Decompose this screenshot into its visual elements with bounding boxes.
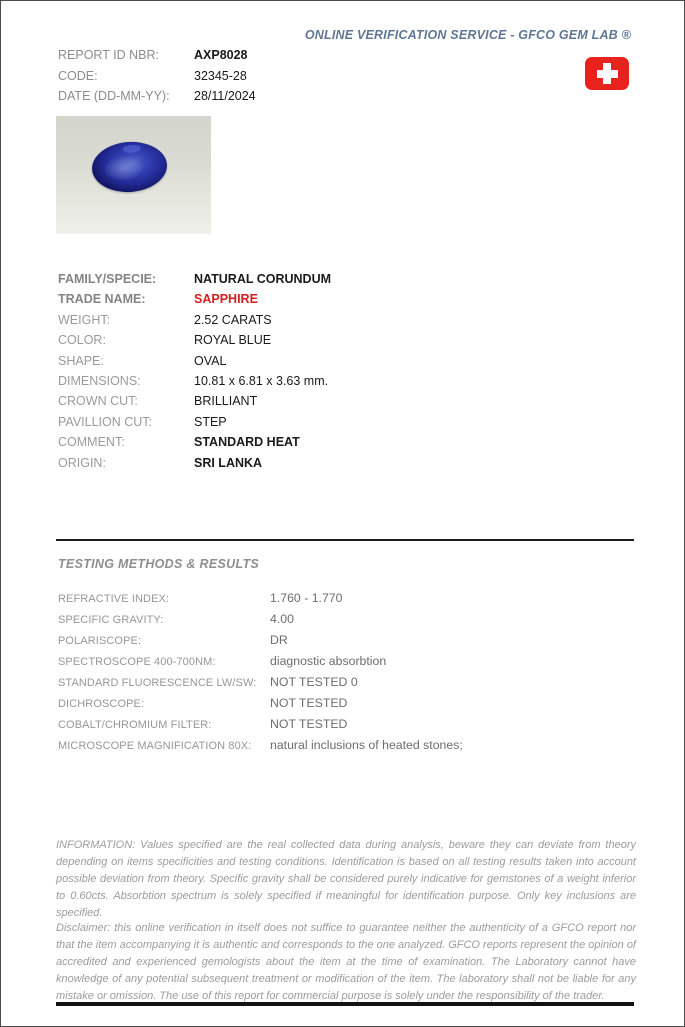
crown-cut-row [58,391,331,411]
color-label: COLOR: [58,333,106,348]
microscope-label: MICROSCOPE MAGNIFICATION 80X: [58,740,252,752]
polariscope-label: POLARISCOPE: [58,635,142,647]
dichroscope-label: DICHROSCOPE: [58,698,145,710]
weight-value: 2.52 CARATS [194,312,272,327]
color-value: ROYAL BLUE [194,333,272,348]
code-label: CODE: [58,68,98,83]
cobalt-filter-label: COBALT/CHROMIUM FILTER: [58,719,212,731]
fluorescence-row [58,672,463,693]
information-paragraph: INFORMATION: Values specified are the real collected data during analysis, beware they can deviate from theory depending on items specificities and testing conditions. Identification is based on all testing results taken into account possible deviation from theory. Specific gravity shall be considered purely indicative for gemstones of a weight inferior to 0.60cts. Absorbtion spectrum is solely specified if meaningful for identification purpose. Only key inclusions are specified. [56,839,636,919]
shape-row [58,351,331,371]
microscope-value: natural inclusions of heated stones; [270,738,463,752]
bottom-rule [56,1002,634,1006]
date-value: 28/11/2024 [194,89,256,103]
service-title: ONLINE VERIFICATION SERVICE - GFCO GEM LAB ® [304,28,631,42]
report-id-row [58,45,256,66]
gem-photo [56,116,211,234]
origin-label: ORIGIN: [58,455,106,470]
date-row [58,86,256,107]
testing-section [58,588,463,756]
family-label: FAMILY/SPECIE: [58,272,157,286]
identification-section [58,269,331,473]
dimensions-label: DIMENSIONS: [58,374,141,389]
dichroscope-row [58,693,463,714]
weight-row [58,310,331,330]
microscope-row [58,735,463,756]
crown-cut-value: BRILLIANT [194,394,258,409]
shape-value: OVAL [194,353,227,368]
trade-name-label: TRADE NAME: [58,292,146,307]
trade-name-row [58,289,331,309]
dimensions-row [58,371,331,391]
section-divider [56,539,634,541]
specific-gravity-label: SPECIFIC GRAVITY: [58,614,164,626]
testing-section-heading: TESTING METHODS & RESULTS [58,557,260,571]
spectroscope-label: SPECTROSCOPE 400-700NM: [58,656,216,668]
refractive-index-label: REFRACTIVE INDEX: [58,593,170,605]
weight-label: WEIGHT: [58,312,111,327]
polariscope-row [58,630,463,651]
disclaimer-paragraph: Disclaimer: this online verification in itself does not suffice to guarantee neither the authenticity of a GFCO report nor that the item accompanying it is authentic and corresponds to the one analyzed. GFCO reports represent the opinion of accredited and experienced gemologists about the item at the time of examination. The Laboratory cannot have knowledge of any potential subsequent treatment or modification of the item. The laboratory shall not be liable for any mistake or omission. The use of this report for commercial purpose is solely under the responsibility of the trader. [56,922,636,1002]
date-label: DATE (DD-MM-YY): [58,89,170,103]
comment-row [58,432,331,452]
code-row [58,66,256,87]
cobalt-filter-row [58,714,463,735]
specific-gravity-row [58,609,463,630]
dichroscope-value: NOT TESTED [270,696,348,710]
shape-label: SHAPE: [58,353,104,368]
cobalt-filter-value: NOT TESTED [270,717,348,731]
pavillion-cut-label: PAVILLION CUT: [58,414,153,429]
dimensions-value: 10.81 x 6.81 x 3.63 mm. [194,374,329,389]
swiss-cross-horizontal [597,70,618,78]
spectroscope-row [58,651,463,672]
polariscope-value: DR [270,633,288,647]
family-value: NATURAL CORUNDUM [194,272,332,286]
family-row [58,269,331,289]
spectroscope-value: diagnostic absorbtion [270,654,387,668]
specific-gravity-value: 4.00 [270,612,294,626]
report-id-label: REPORT ID NBR: [58,48,159,62]
refractive-index-row [58,588,463,609]
code-value: 32345-28 [194,68,247,83]
origin-row [58,453,331,473]
origin-value: SRI LANKA [194,455,263,470]
color-row [58,330,331,350]
comment-value: STANDARD HEAT [194,435,300,450]
swiss-flag-icon [585,57,629,90]
trade-name-value: SAPPHIRE [194,292,258,307]
pavillion-cut-row [58,412,331,432]
sapphire-gem-image [90,139,168,194]
fluorescence-value: NOT TESTED 0 [270,675,358,689]
report-id-value: AXP8028 [194,48,248,62]
report-meta [58,45,256,107]
fluorescence-label: STANDARD FLUORESCENCE LW/SW: [58,677,257,689]
comment-label: COMMENT: [58,435,125,450]
refractive-index-value: 1.760 - 1.770 [270,591,343,605]
crown-cut-label: CROWN CUT: [58,394,138,409]
pavillion-cut-value: STEP [194,414,227,429]
